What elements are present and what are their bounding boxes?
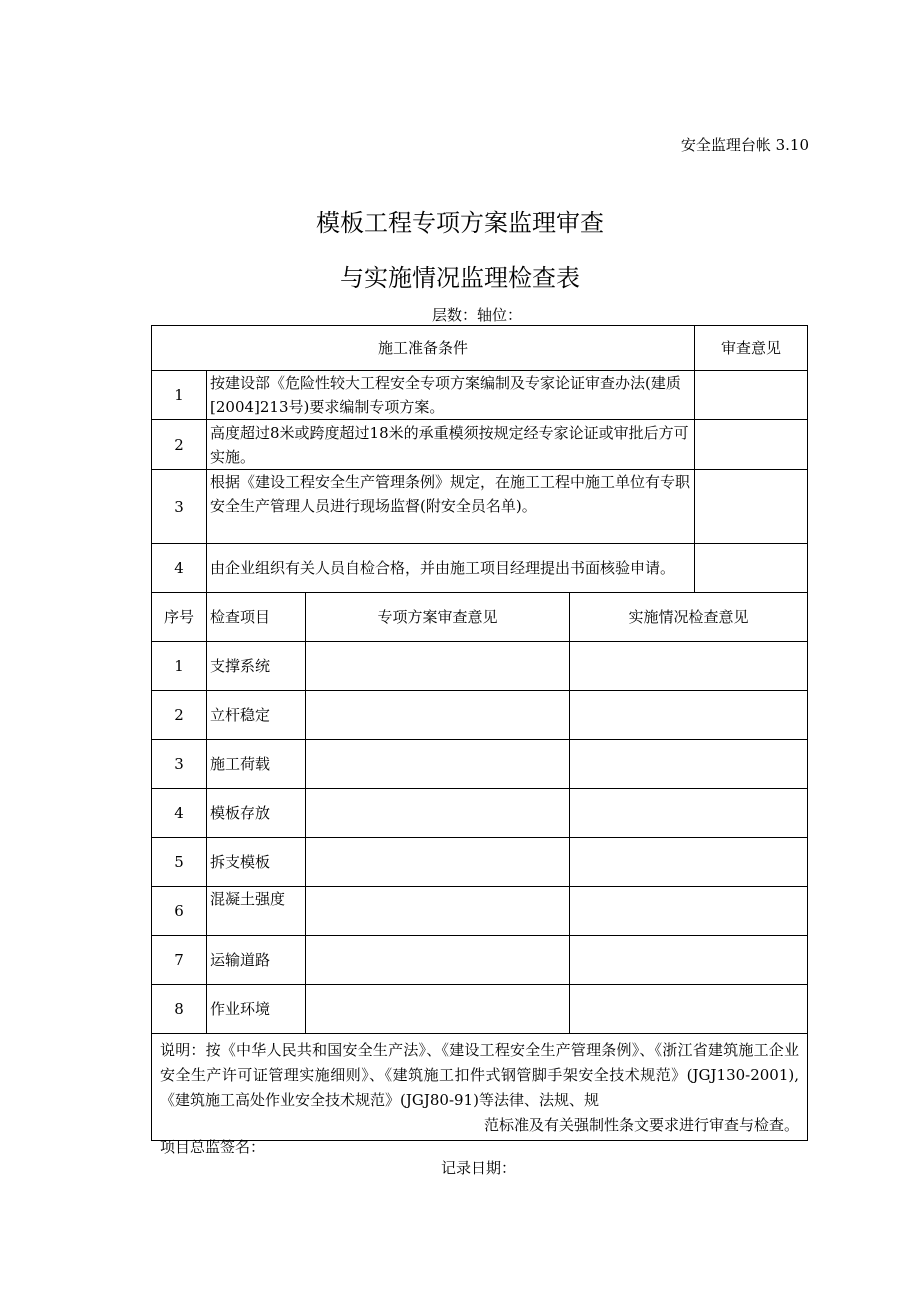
check-item-name: 运输道路	[207, 936, 306, 985]
record-date-label: 记录日期：	[441, 1159, 517, 1177]
implementation-check-cell[interactable]	[570, 887, 808, 936]
note-cell	[152, 1034, 808, 1141]
check-item-name: 支撑系统	[207, 642, 306, 691]
note-row	[152, 1034, 808, 1141]
prep-row	[152, 420, 808, 470]
check-item-header: 检查项目	[207, 593, 306, 642]
plan-review-cell[interactable]	[306, 642, 570, 691]
page-title-line-1: 模板工程专项方案监理审查	[316, 209, 604, 237]
check-row	[152, 936, 808, 985]
check-item-name: 施工荷载	[207, 740, 306, 789]
director-signature-label: 项目总监签名：	[160, 1138, 266, 1156]
note-text-last-line: 范标准及有关强制性条文要求进行审查与检查。	[484, 1116, 800, 1134]
implementation-check-cell[interactable]	[570, 691, 808, 740]
prep-review-cell[interactable]	[695, 544, 808, 593]
prep-condition-text: 按建设部《危险性较大工程安全专项方案编制及专家论证审查办法(建质[2004]213号)要求编制专项方案。	[207, 371, 695, 420]
plan-review-cell[interactable]	[306, 740, 570, 789]
plan-review-cell[interactable]	[306, 691, 570, 740]
implementation-check-cell[interactable]	[570, 936, 808, 985]
check-number: 1	[152, 642, 207, 691]
prep-row	[152, 470, 808, 544]
page-title-line-2: 与实施情况监理检查表	[340, 264, 580, 292]
plan-review-cell[interactable]	[306, 789, 570, 838]
check-row	[152, 740, 808, 789]
check-number: 4	[152, 789, 207, 838]
check-row	[152, 642, 808, 691]
prep-row	[152, 371, 808, 420]
plan-review-cell[interactable]	[306, 936, 570, 985]
check-header-row	[152, 593, 808, 642]
plan-review-header: 专项方案审查意见	[306, 593, 570, 642]
implementation-check-cell[interactable]	[570, 789, 808, 838]
prep-row	[152, 544, 808, 593]
sequence-header: 序号	[152, 593, 207, 642]
implementation-check-cell[interactable]	[570, 838, 808, 887]
check-item-name: 模板存放	[207, 789, 306, 838]
prep-condition-text: 由企业组织有关人员自检合格，并由施工项目经理提出书面核验申请。	[207, 544, 695, 593]
check-item-name: 立杆稳定	[207, 691, 306, 740]
prep-number: 2	[152, 420, 207, 470]
check-number: 7	[152, 936, 207, 985]
check-item-name: 作业环境	[207, 985, 306, 1034]
prep-header-row	[152, 326, 808, 371]
document-reference: 安全监理台帐 3.10	[680, 136, 809, 154]
check-row	[152, 887, 808, 936]
check-row	[152, 985, 808, 1034]
check-item-name: 拆支模板	[207, 838, 306, 887]
check-item-name: 混凝土强度	[207, 887, 306, 936]
review-opinion-header: 审查意见	[695, 326, 808, 371]
prep-number: 3	[152, 470, 207, 544]
floor-axis-label: 层数：轴位：	[432, 306, 523, 324]
prep-conditions-header: 施工准备条件	[152, 326, 695, 371]
implementation-check-cell[interactable]	[570, 740, 808, 789]
plan-review-cell[interactable]	[306, 887, 570, 936]
plan-review-cell[interactable]	[306, 838, 570, 887]
implementation-check-cell[interactable]	[570, 642, 808, 691]
implementation-check-header: 实施情况检查意见	[570, 593, 808, 642]
check-number: 5	[152, 838, 207, 887]
check-row	[152, 691, 808, 740]
check-row	[152, 838, 808, 887]
prep-review-cell[interactable]	[695, 470, 808, 544]
check-number: 3	[152, 740, 207, 789]
prep-number: 1	[152, 371, 207, 420]
inspection-table	[151, 325, 808, 1141]
check-number: 2	[152, 691, 207, 740]
check-number: 8	[152, 985, 207, 1034]
prep-condition-text: 根据《建设工程安全生产管理条例》规定，在施工工程中施工单位有专职安全生产管理人员进行现场监督(附安全员名单)。	[207, 470, 695, 544]
check-number: 6	[152, 887, 207, 936]
check-row	[152, 789, 808, 838]
implementation-check-cell[interactable]	[570, 985, 808, 1034]
prep-review-cell[interactable]	[695, 371, 808, 420]
prep-condition-text: 高度超过8米或跨度超过18米的承重模须按规定经专家论证或审批后方可实施。	[207, 420, 695, 470]
prep-review-cell[interactable]	[695, 420, 808, 470]
note-text: 说明：按《中华人民共和国安全生产法》、《建设工程安全生产管理条例》、《浙江省建筑施工企业安全生产许可证管理实施细则》、《建筑施工扣件式钢管脚手架安全技术规范》(JGJ130-2001),《建筑施工高处作业安全技术规范》(JGJ80-91)等法律、法规、规	[160, 1041, 800, 1109]
prep-number: 4	[152, 544, 207, 593]
plan-review-cell[interactable]	[306, 985, 570, 1034]
